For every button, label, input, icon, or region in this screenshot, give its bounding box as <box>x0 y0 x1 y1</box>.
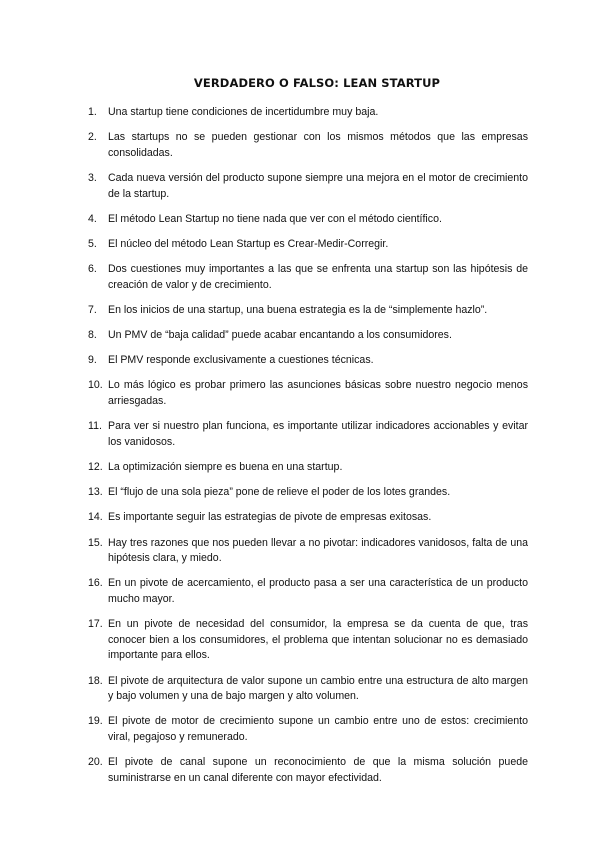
question-text: Dos cuestiones muy importantes a las que se enfrenta una startup son las hipótesis de creación de valor y de crecimiento. <box>108 263 528 291</box>
question-item-16 <box>88 576 528 607</box>
question-item-15 <box>88 536 528 567</box>
question-text: El pivote de motor de crecimiento supone un cambio entre uno de estos: crecimiento viral, pegajoso y remunerado. <box>108 715 528 743</box>
question-item-18 <box>88 674 528 705</box>
question-text: El PMV responde exclusivamente a cuestiones técnicas. <box>108 354 374 367</box>
question-number: 19. <box>88 715 103 728</box>
question-item-5 <box>88 237 528 253</box>
question-text: En un pivote de necesidad del consumidor, la empresa se da cuenta de que, tras conocer bien a los consumidores, el problema que intentan solucionar no es demasiado importante para ellos. <box>108 618 528 662</box>
question-item-9 <box>88 353 528 369</box>
question-item-6 <box>88 262 528 293</box>
question-number: 20. <box>88 756 103 769</box>
question-text: Un PMV de “baja calidad” puede acabar encantando a los consumidores. <box>108 329 452 342</box>
question-number: 4. <box>88 212 97 225</box>
question-item-20 <box>88 755 528 786</box>
question-text: En un pivote de acercamiento, el producto pasa a ser una característica de un producto mucho mayor. <box>108 577 528 605</box>
question-text: El pivote de canal supone un reconocimiento de que la misma solución puede suministrarse en un canal diferente con mayor efectividad. <box>108 756 528 784</box>
question-item-13 <box>88 485 528 501</box>
question-number: 14. <box>88 511 103 524</box>
question-text: La optimización siempre es buena en una startup. <box>108 461 343 474</box>
question-text: El pivote de arquitectura de valor supone un cambio entre una estructura de alto margen y bajo volumen y una de bajo margen y alto volumen. <box>108 674 528 703</box>
question-number: 16. <box>88 577 103 590</box>
question-number: 18. <box>88 674 103 687</box>
question-text: En los inicios de una startup, una buena estrategia es la de “simplemente hazlo”. <box>108 303 488 316</box>
question-number: 8. <box>88 329 97 342</box>
question-item-11 <box>88 419 528 450</box>
question-text: El núcleo del método Lean Startup es Crear-Medir-Corregir. <box>108 237 389 250</box>
question-text: Es importante seguir las estrategias de pivote de empresas exitosas. <box>108 511 432 524</box>
question-number: 15. <box>88 536 103 549</box>
question-number: 10. <box>88 379 103 392</box>
question-number: 5. <box>88 237 97 250</box>
question-item-3 <box>88 171 528 202</box>
question-item-14 <box>88 510 528 526</box>
question-number: 2. <box>88 131 97 144</box>
question-item-8 <box>88 328 528 344</box>
question-number: 17. <box>88 618 103 631</box>
question-text: Una startup tiene condiciones de incertidumbre muy baja. <box>108 106 379 118</box>
question-item-4 <box>88 212 528 228</box>
question-number: 11. <box>88 420 102 433</box>
question-text: El método Lean Startup no tiene nada que ver con el método científico. <box>108 212 442 225</box>
question-number: 9. <box>88 354 97 367</box>
question-text: Para ver si nuestro plan funciona, es importante utilizar indicadores accionables y evitar los vanidosos. <box>108 420 528 448</box>
question-text: El “flujo de una sola pieza” pone de relieve el poder de los lotes grandes. <box>108 486 451 499</box>
question-number: 7. <box>88 303 97 316</box>
question-text: Cada nueva versión del producto supone siempre una mejora en el motor de crecimiento de la startup. <box>108 171 528 200</box>
question-item-2 <box>88 130 528 161</box>
question-text: Hay tres razones que nos pueden llevar a no pivotar: indicadores vanidosos, falta de una hipótesis clara, y miedo. <box>108 536 528 565</box>
question-number: 6. <box>88 263 97 276</box>
question-item-10 <box>88 378 528 409</box>
question-number: 13. <box>88 486 103 499</box>
question-text: Las startups no se pueden gestionar con los mismos métodos que las empresas consolidadas. <box>108 131 528 159</box>
question-item-12 <box>88 460 528 476</box>
question-number: 1. <box>88 106 97 118</box>
question-item-1 <box>88 105 528 121</box>
question-number: 12. <box>88 461 103 474</box>
question-number: 3. <box>88 171 97 184</box>
question-list <box>88 105 528 786</box>
question-text: Lo más lógico es probar primero las asunciones básicas sobre nuestro negocio menos arriesgadas. <box>108 379 528 408</box>
question-item-7 <box>88 303 528 319</box>
question-item-17 <box>88 617 528 664</box>
page-title: VERDADERO O FALSO: LEAN STARTUP <box>193 76 441 90</box>
question-item-19 <box>88 714 528 745</box>
